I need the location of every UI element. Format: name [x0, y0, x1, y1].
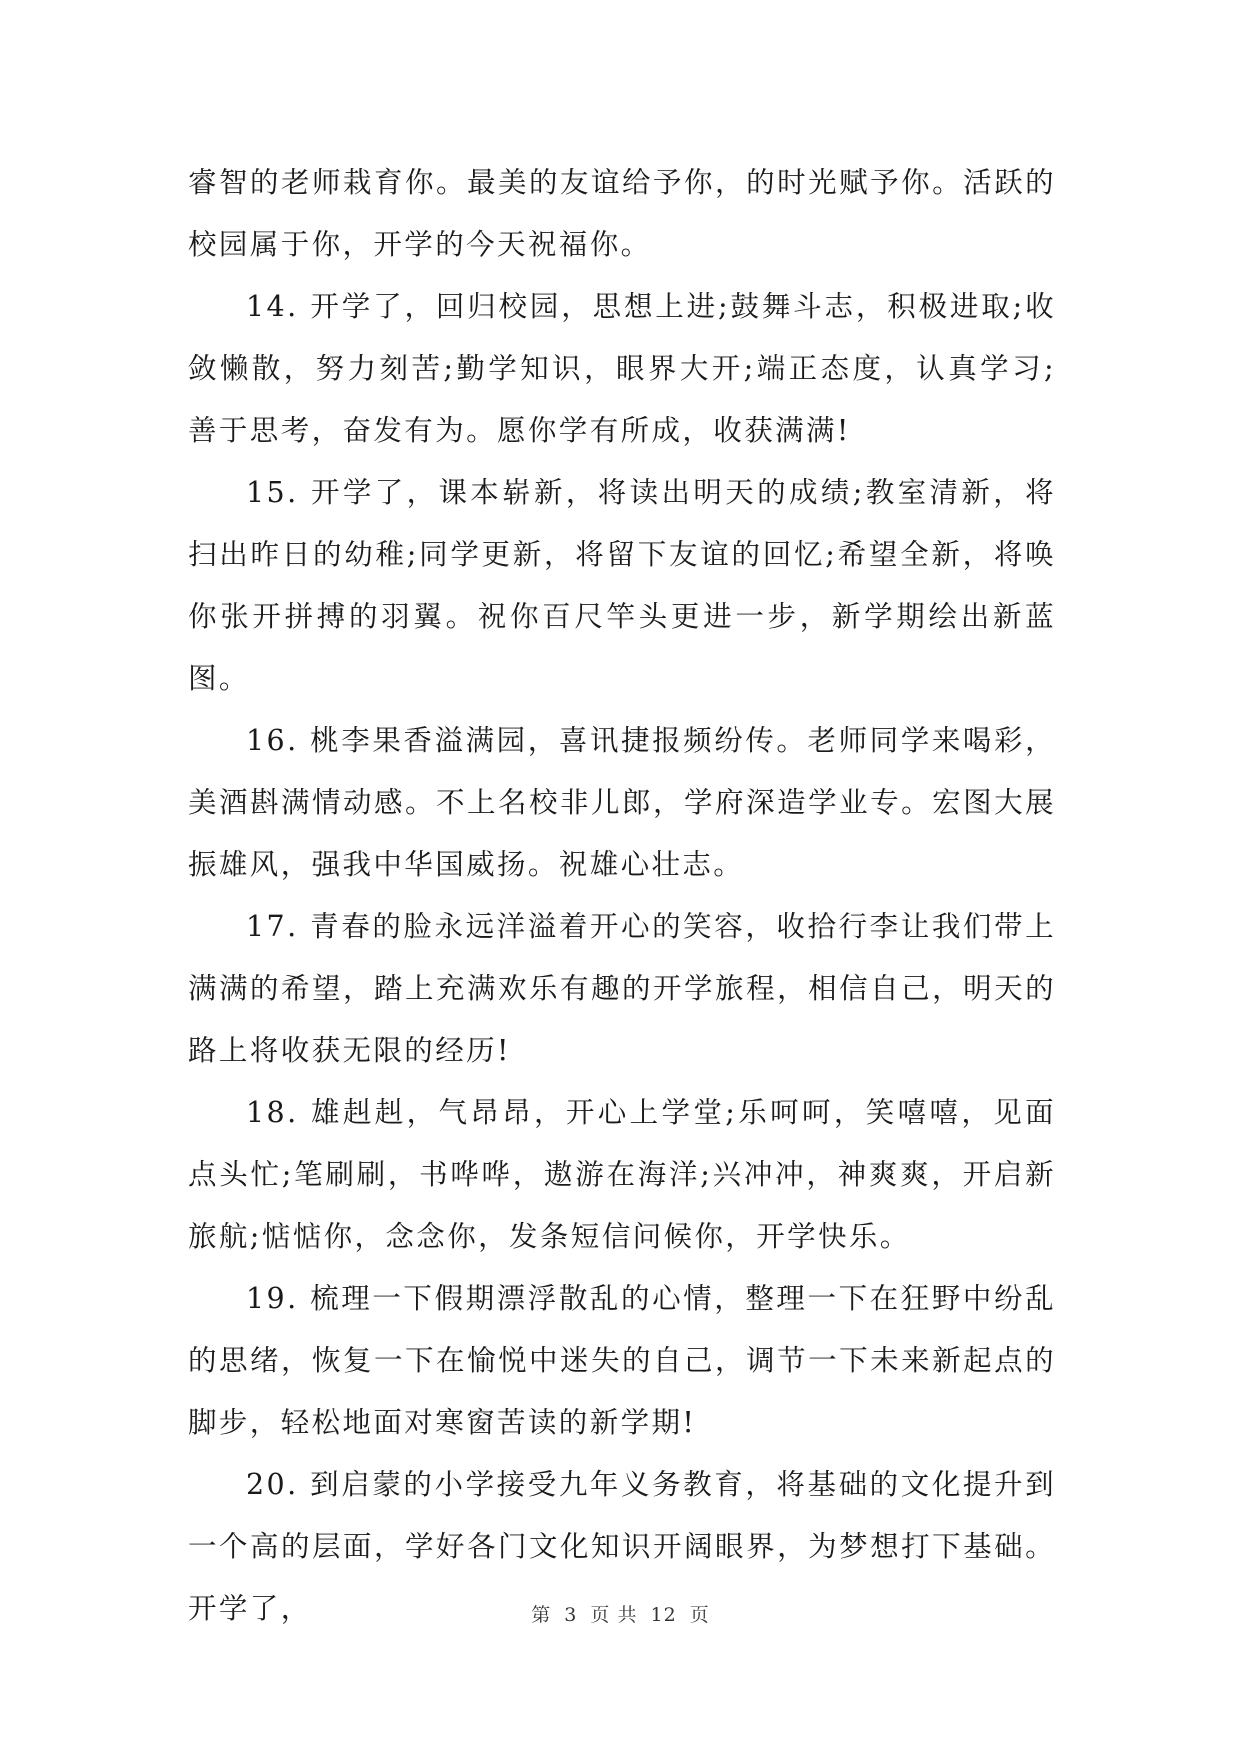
document-body	[188, 152, 1056, 1640]
paragraph-item-20: 20. 到启蒙的小学接受九年义务教育，将基础的文化提升到一个高的层面，学好各门文化知识开阔眼界，为梦想打下基础。开学了，	[188, 1468, 1056, 1625]
paragraph-item-15: 15. 开学了，课本崭新，将读出明天的成绩;教室清新，将扫出昨日的幼稚;同学更新，将留下友谊的回忆;希望全新，将唤你张开拼搏的羽翼。祝你百尺竿头更进一步，新学期绘出新蓝图。	[188, 476, 1056, 695]
total-page-count: 12	[650, 1604, 677, 1626]
paragraph-item-16: 16. 桃李果香溢满园，喜讯捷报频纷传。老师同学来喝彩，美酒斟满情动感。不上名校非儿郎，学府深造学业专。宏图大展振雄风，强我中华国威扬。祝雄心壮志。	[188, 724, 1056, 881]
paragraph-item-18: 18. 雄赳赳，气昂昂，开心上学堂;乐呵呵，笑嘻嘻，见面点头忙;笔刷刷，书哗哗，遨游在海洋;兴冲冲，神爽爽，开启新旅航;惦惦你，念念你，发条短信问候你，开学快乐。	[188, 1096, 1056, 1253]
current-page-number: 3	[564, 1604, 578, 1626]
page-footer	[0, 1600, 1241, 1627]
paragraph-item-19: 19. 梳理一下假期漂浮散乱的心情，整理一下在狂野中纷乱的思绪，恢复一下在愉悦中迷失的自己，调节一下未来新起点的脚步，轻松地面对寒窗苦读的新学期!	[188, 1282, 1056, 1439]
paragraph-item-14: 14. 开学了，回归校园，思想上进;鼓舞斗志，积极进取;收敛懒散，努力刻苦;勤学知识，眼界大开;端正态度，认真学习;善于思考，奋发有为。愿你学有所成，收获满满!	[188, 290, 1056, 447]
paragraph-intro: 睿智的老师栽育你。最美的友谊给予你，的时光赋予你。活跃的校园属于你，开学的今天祝福你。	[188, 166, 1056, 261]
footer-suffix: 页	[689, 1604, 710, 1626]
paragraph-item-17: 17. 青春的脸永远洋溢着开心的笑容，收拾行李让我们带上满满的希望，踏上充满欢乐有趣的开学旅程，相信自己，明天的路上将收获无限的经历!	[188, 910, 1056, 1067]
footer-middle: 页 共	[590, 1604, 638, 1626]
footer-prefix: 第	[531, 1604, 552, 1626]
